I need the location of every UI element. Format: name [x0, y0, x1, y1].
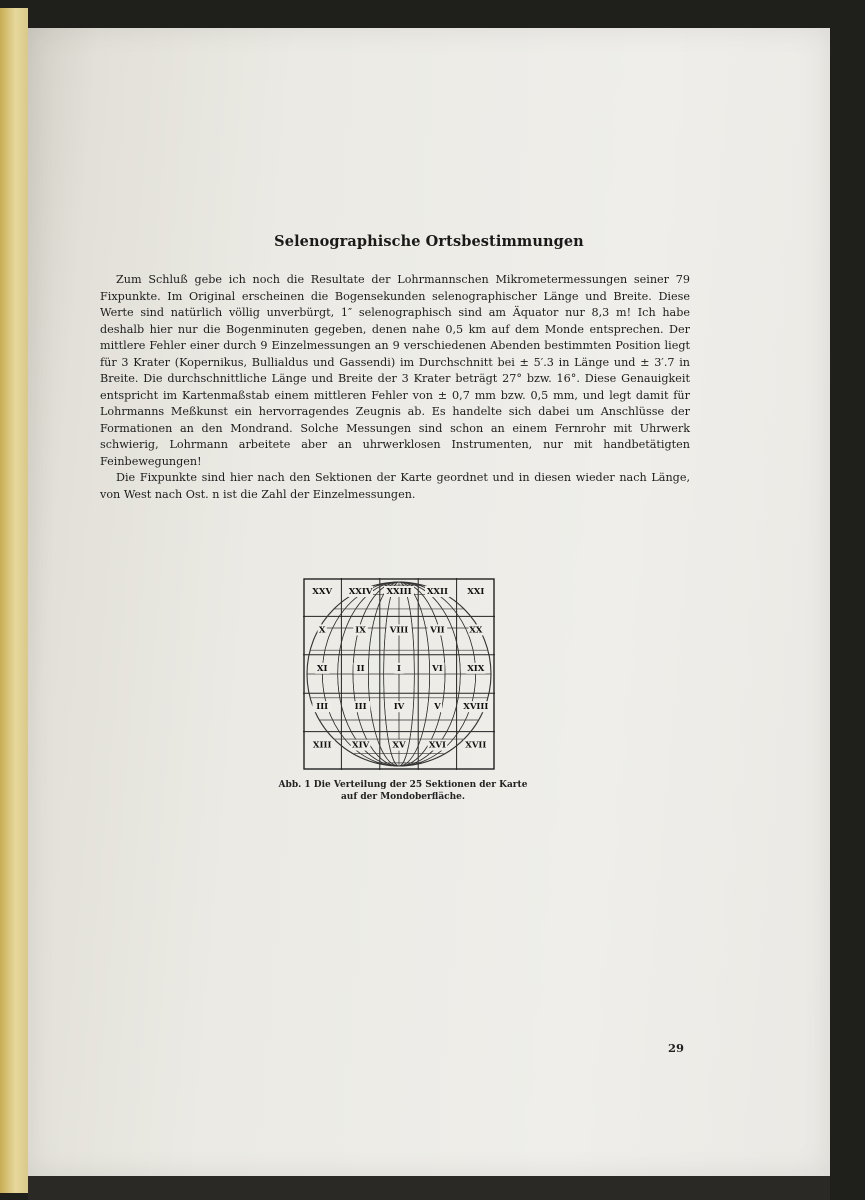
section-label: XV — [392, 740, 406, 751]
section-label: XVII — [465, 740, 487, 751]
section-label: VII — [430, 625, 445, 636]
section-label: XXI — [467, 587, 485, 597]
section-label: VI — [432, 663, 443, 674]
section-label: X — [318, 625, 326, 636]
caption-line-2: auf der Mondoberfläche. — [340, 792, 466, 802]
section-label: XVIII — [463, 702, 489, 713]
section-label: XIX — [467, 663, 485, 674]
book-spine-edge — [0, 8, 28, 1193]
section-label: XIII — [312, 740, 332, 751]
section-label: XXV — [312, 587, 333, 597]
body-text — [100, 272, 690, 503]
section-label: XX — [469, 625, 483, 636]
section-label: IV — [393, 702, 405, 713]
figure-caption — [238, 779, 568, 803]
section-label: VIII — [389, 625, 409, 636]
paragraph-1: Zum Schluß gebe ich noch die Resultate der Lohrmannschen Mikrometermessungen seiner 79 Fixpunkte. Im Original erscheinen die Bogensekunden selenographischer Länge und Breite. Diese Werte sind natürlich völlig unverbürgt, 1″ selenographisch sind am Äquator nur 8,3 m! Ich habe deshalb hier nur die Bogenminuten gegeben, denen nahe 0,5 km auf dem Monde entsprechen. Der mittlere Fehler einer durch 9 Einzelmessungen an 9 verschiedenen Abenden bestimmten Position liegt für 3 Krater (Kopernikus, Bullialdus und Gassendi) im Durchschnitt bei ± 5′.3 in Länge und ± 3′.7 in Breite. Die durchschnittliche Länge und Breite der 3 Krater beträgt 27° bzw. 16°. Diese Genauigkeit entspricht im Kartenmaßstab einem mittleren Fehler von ± 0,7 mm bzw. 0,5 mm, und legt damit für Lohrmanns Meßkunst ein hervorragendes Zeugnis ab. Es handelte sich dabei um Anschlüsse der Formationen an den Mondrand. Solche Messungen sind schon an einem Fernrohr mit Uhrwerk schwierig, Lohrmann arbeitete aber an uhrwerklosen Instrumenten, nur mit handbetätigten Feinbewegungen! — [100, 273, 690, 468]
section-label: III — [316, 702, 329, 713]
section-label: XXII — [426, 587, 448, 597]
paragraph-2: Die Fixpunkte sind hier nach den Sektionen der Karte geordnet und in diesen wieder nach Länge, von West nach Ost. n ist die Zahl der Einzelmessungen. — [100, 471, 690, 501]
section-label: IX — [355, 625, 366, 636]
section-label: XI — [316, 663, 328, 674]
section-label: XIV — [352, 740, 370, 751]
page-number: 29 — [668, 1041, 685, 1055]
section-label: II — [356, 663, 365, 674]
book-page — [28, 28, 830, 1176]
page-bottom-shadow — [28, 1176, 830, 1200]
section-label: XXIV — [348, 587, 373, 597]
caption-line-1: Abb. 1 Die Verteilung der 25 Sektionen der Karte — [278, 780, 528, 790]
moon-globe-grid-figure — [303, 578, 495, 770]
section-label: XXIII — [386, 587, 412, 597]
section-label: III — [354, 702, 367, 713]
section-label: V — [434, 702, 441, 713]
section-label: XVI — [428, 740, 446, 751]
moon-section-map — [303, 578, 495, 770]
page-title: Selenographische Ortsbestimmungen — [274, 233, 584, 250]
section-label: I — [397, 663, 401, 674]
